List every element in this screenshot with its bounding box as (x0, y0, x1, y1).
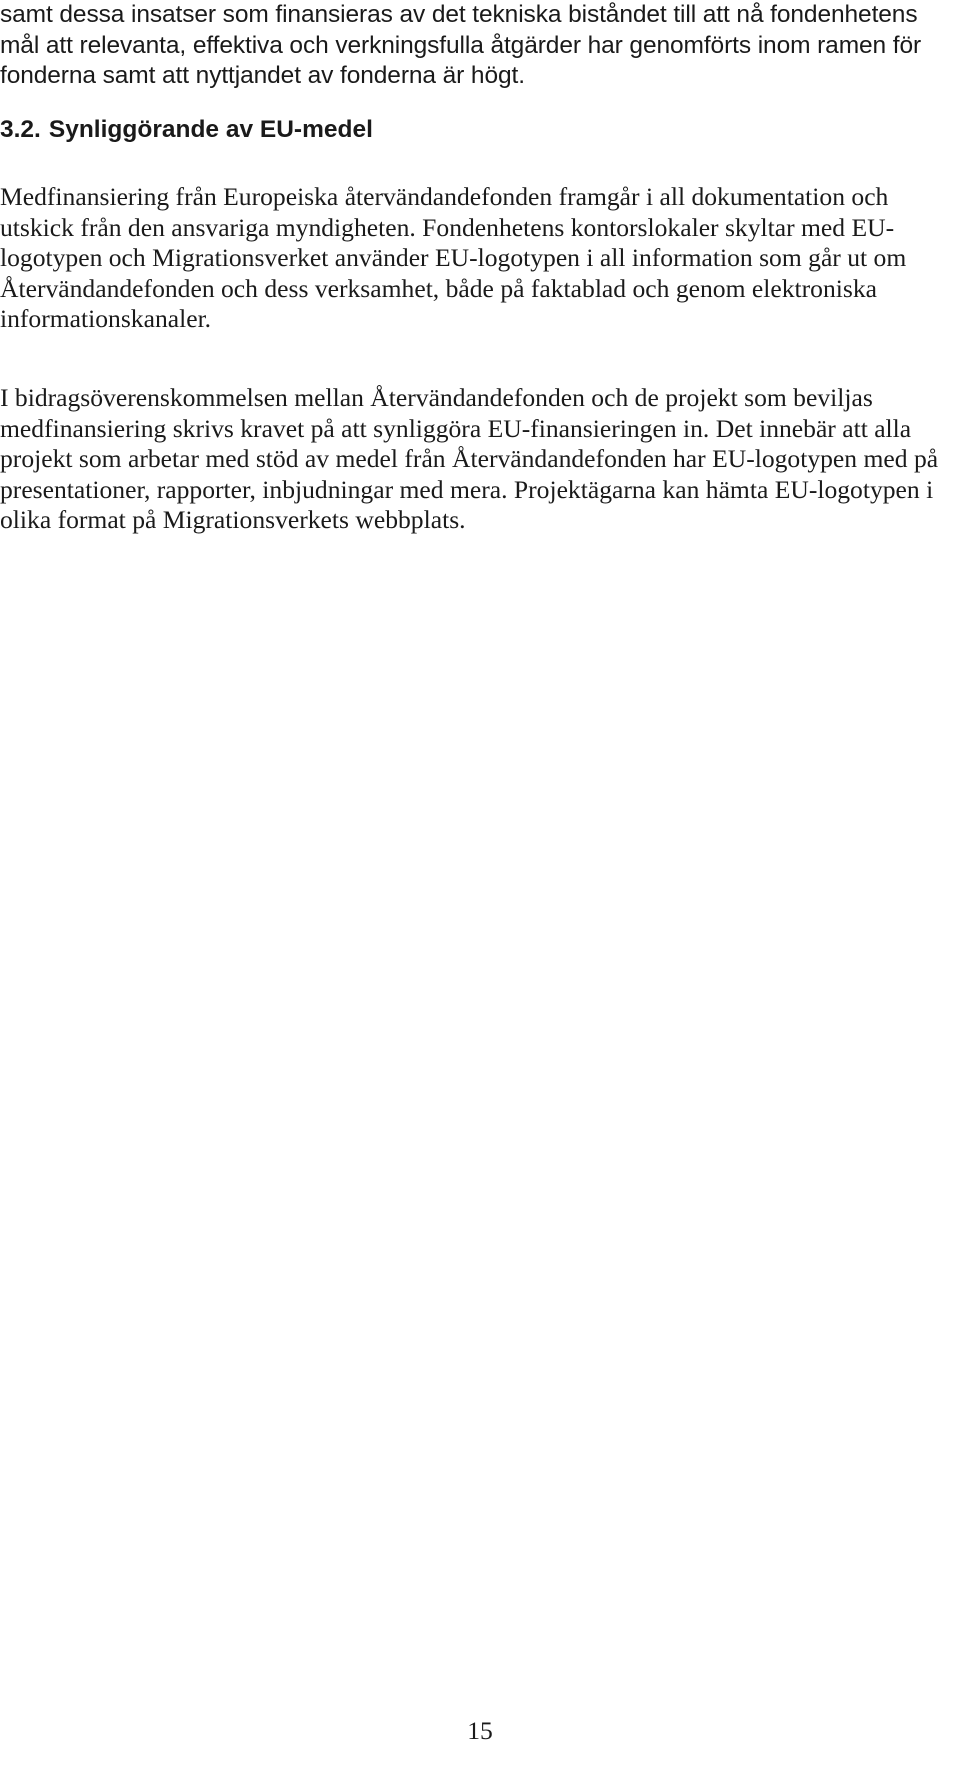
section-title: Synliggörande av EU-medel (48, 116, 373, 143)
section-heading (0, 115, 373, 145)
body-paragraph-grant-agreement: I bidragsöverenskommelsen mellan Återvändandefonden och de projekt som beviljas medfinansiering skrivs kravet på att synliggöra EU-finansieringen in. Det innebär att alla projekt som arbetar med stöd av medel från Återvändandefonden har EU-logotypen med på presentationer, rapporter, inbjudningar med mera. Projektägarna kan hämta EU-logotypen i olika format på Migrationsverkets webbplats. (0, 383, 939, 534)
section-number: 3.2. (0, 116, 41, 143)
intro-paragraph: samt dessa insatser som finansieras av det tekniska biståndet till att nå fondenhetens mål att relevanta, effektiva och verkningsfulla åtgärder har genomförts inom ramen för fonderna samt att nyttjandet av fonderna är högt. (0, 1, 922, 89)
page-number: 15 (467, 1716, 493, 1745)
body-paragraph-visibility: Medfinansiering från Europeiska återvändandefonden framgår i all dokumentation och utskick från den ansvariga myndigheten. Fondenhetens kontorslokaler skyltar med EU-logotypen och Migrationsverket använder EU-logotypen i all information som går ut om Återvändandefonden och dess verksamhet, både på faktablad och genom elektroniska informationskanaler. (0, 182, 907, 333)
